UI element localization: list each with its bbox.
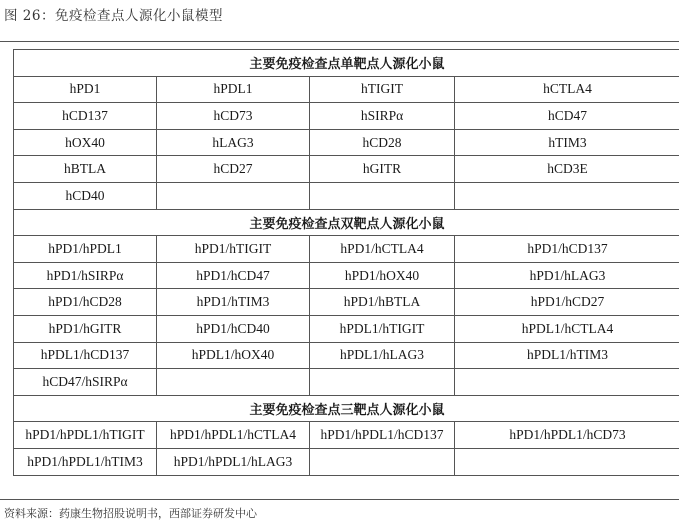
model-cell: hPDL1/hTIGIT: [310, 315, 455, 342]
model-cell: hPD1/hBTLA: [310, 289, 455, 316]
figure-title: 图 26：免疫检查点人源化小鼠模型: [4, 8, 223, 24]
model-cell: hPD1/hGITR: [14, 315, 157, 342]
section-title: 主要免疫检查点双靶点人源化小鼠: [14, 209, 679, 236]
section-header-row: [14, 50, 679, 77]
model-cell: hPD1/hPDL1/hTIGIT: [14, 422, 157, 449]
model-cell: hCD47/hSIRPα: [14, 369, 157, 396]
model-cell: hCD27: [157, 156, 310, 183]
table-row: [14, 236, 679, 263]
section-title: 主要免疫检查点三靶点人源化小鼠: [14, 395, 679, 422]
section-header-row: [14, 395, 679, 422]
model-cell: hCD137: [14, 103, 157, 130]
model-cell: hPDL1/hLAG3: [310, 342, 455, 369]
model-cell: hPD1/hTIM3: [157, 289, 310, 316]
model-cell: hPD1/hPDL1/hCTLA4: [157, 422, 310, 449]
model-cell: hGITR: [310, 156, 455, 183]
model-cell: hOX40: [14, 129, 157, 156]
model-cell: [157, 182, 310, 209]
mouse-model-table: [13, 49, 679, 476]
model-cell: [310, 182, 455, 209]
model-cell: hSIRPα: [310, 103, 455, 130]
table-row: [14, 315, 679, 342]
model-cell: hPDL1/hCD137: [14, 342, 157, 369]
model-cell: [455, 369, 679, 396]
model-cell: hPDL1: [157, 76, 310, 103]
model-cell: hPD1/hPDL1/hCD73: [455, 422, 679, 449]
model-cell: [455, 182, 679, 209]
model-cell: hCD40: [14, 182, 157, 209]
model-cell: hPD1/hSIRPα: [14, 262, 157, 289]
model-cell: hPD1/hOX40: [310, 262, 455, 289]
model-cell: hLAG3: [157, 129, 310, 156]
section-title: 主要免疫检查点单靶点人源化小鼠: [14, 50, 679, 77]
model-cell: hPD1/hCD40: [157, 315, 310, 342]
table-row: [14, 369, 679, 396]
model-cell: hPD1/hPDL1: [14, 236, 157, 263]
table-row: [14, 156, 679, 183]
model-cell: [157, 369, 310, 396]
source-note: 资料来源：药康生物招股说明书，西部证券研发中心: [4, 507, 257, 520]
table-row: [14, 76, 679, 103]
model-cell: [455, 448, 679, 475]
model-cell: hTIGIT: [310, 76, 455, 103]
model-cell: hPD1/hPDL1/hCD137: [310, 422, 455, 449]
table-row: [14, 289, 679, 316]
bottom-rule: [0, 499, 679, 500]
model-cell: hPD1/hCD47: [157, 262, 310, 289]
model-cell: hCD3E: [455, 156, 679, 183]
model-cell: hPDL1/hTIM3: [455, 342, 679, 369]
model-cell: [310, 369, 455, 396]
table-row: [14, 262, 679, 289]
model-cell: hPD1/hLAG3: [455, 262, 679, 289]
model-cell: hCD73: [157, 103, 310, 130]
table-row: [14, 448, 679, 475]
model-cell: hPD1/hCD28: [14, 289, 157, 316]
model-cell: hPD1: [14, 76, 157, 103]
model-cell: hTIM3: [455, 129, 679, 156]
model-cell: hCD47: [455, 103, 679, 130]
table-row: [14, 182, 679, 209]
section-header-row: [14, 209, 679, 236]
model-cell: hPD1/hCD137: [455, 236, 679, 263]
model-cell: hPD1/hPDL1/hTIM3: [14, 448, 157, 475]
table-row: [14, 342, 679, 369]
model-cell: hCTLA4: [455, 76, 679, 103]
model-cell: hBTLA: [14, 156, 157, 183]
table-row: [14, 422, 679, 449]
top-rule: [0, 41, 679, 42]
model-cell: hPD1/hPDL1/hLAG3: [157, 448, 310, 475]
model-cell: [310, 448, 455, 475]
model-cell: hPD1/hCTLA4: [310, 236, 455, 263]
model-cell: hPDL1/hOX40: [157, 342, 310, 369]
model-cell: hPDL1/hCTLA4: [455, 315, 679, 342]
table-row: [14, 103, 679, 130]
table-row: [14, 129, 679, 156]
model-cell: hCD28: [310, 129, 455, 156]
model-cell: hPD1/hCD27: [455, 289, 679, 316]
model-cell: hPD1/hTIGIT: [157, 236, 310, 263]
